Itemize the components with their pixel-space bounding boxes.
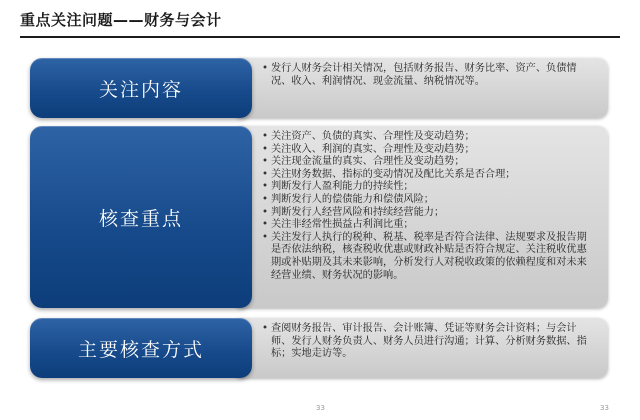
check-item: • 关注发行人执行的税种、税基、税率是否符合法律、法规要求及报告期是否依法纳税，核查税收优惠或财政补贴是否符合规定、关注税收优惠期或补贴期及其未来影响，分析发行人对税收政策的依赖程度和对未来经营业绩、财务状况的影响。: [262, 232, 596, 282]
check-item: • 关注收入、利润的真实、合理性及变动趋势；: [262, 144, 596, 157]
focus-item: • 发行人财务会计相关情况，包括财务报告、财务比率、资产、负债情况、收入、利润情况、现金流量、纳税情况等。: [262, 63, 596, 88]
section-focus-content: [232, 58, 608, 118]
check-item: • 关注非经常性损益占利润比重；: [262, 219, 596, 232]
slide-title: 重点关注问题——财务与会计: [20, 11, 222, 29]
check-item: • 判断发行人盈利能力的持续性；: [262, 181, 596, 194]
section-methods: [20, 318, 600, 378]
check-item: • 判断发行人的偿债能力和偿债风险；: [262, 194, 596, 207]
section-focus-label: 关注内容: [30, 58, 252, 118]
section-check-points: [20, 126, 600, 308]
section-check-points-label: 核查重点: [30, 126, 252, 308]
check-item: • 判断发行人经营风险和持续经营能力；: [262, 207, 596, 220]
check-item: • 关注现金流量的真实、合理性及变动趋势；: [262, 156, 596, 169]
section-check-points-content: [232, 126, 608, 308]
page-number-center: 33: [316, 404, 325, 412]
check-item: • 关注财务数据、指标的变动情况及配比关系是否合理；: [262, 169, 596, 182]
section-methods-content: [232, 318, 608, 378]
title-divider: [20, 36, 620, 38]
check-item: • 关注资产、负债的真实、合理性及变动趋势；: [262, 131, 596, 144]
section-methods-label: 主要核查方式: [30, 318, 252, 378]
page-number-right: 33: [600, 404, 609, 412]
method-item: • 查阅财务报告、审计报告、会计账簿、凭证等财务会计资料；与会计师、发行人财务负责人、财务人员进行沟通；计算、分析财务数据、指标；实地走访等。: [262, 323, 596, 361]
section-focus: [20, 58, 600, 118]
